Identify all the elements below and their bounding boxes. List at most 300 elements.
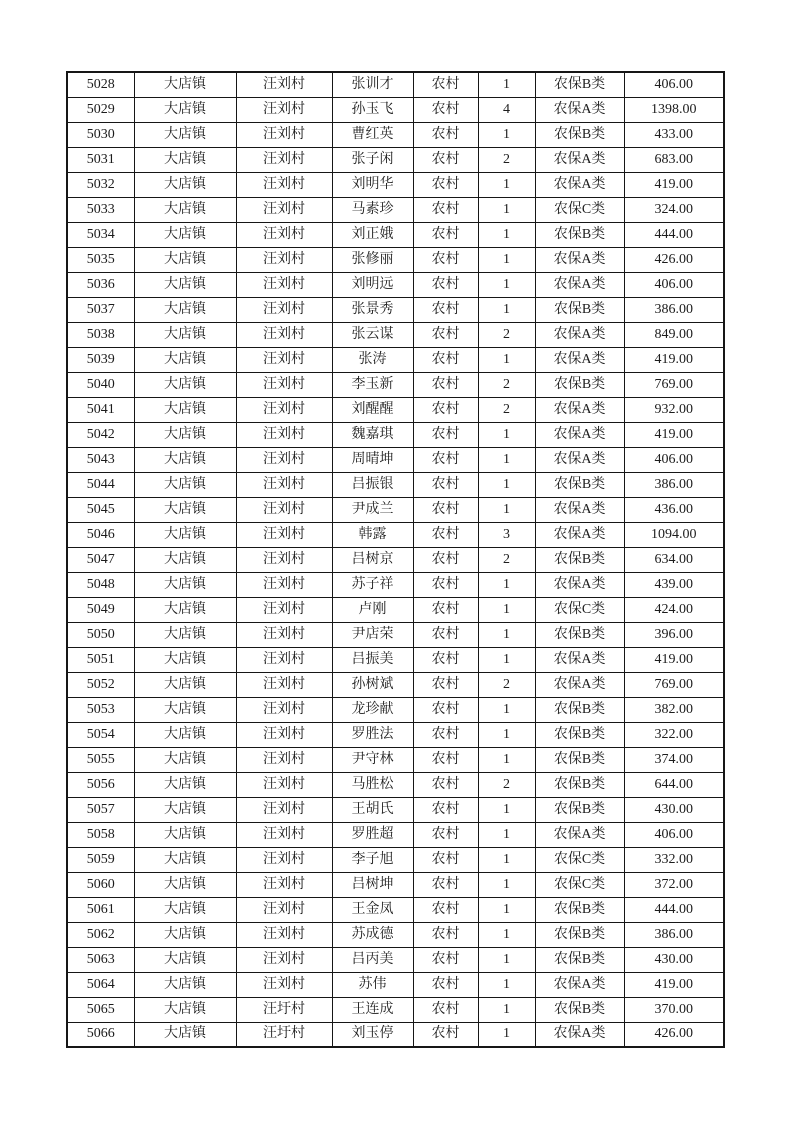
cell-amount: 1094.00 [624,522,724,547]
cell-village: 汪刘村 [236,522,332,547]
cell-village: 汪刘村 [236,597,332,622]
cell-category: 农保B类 [535,222,624,247]
cell-village: 汪刘村 [236,472,332,497]
cell-town: 大店镇 [134,547,236,572]
cell-village: 汪刘村 [236,72,332,97]
cell-residence: 农村 [413,1022,478,1047]
cell-name: 周晴坤 [332,447,413,472]
cell-amount: 396.00 [624,622,724,647]
cell-amount: 370.00 [624,997,724,1022]
cell-category: 农保B类 [535,922,624,947]
cell-town: 大店镇 [134,997,236,1022]
cell-name: 吕丙美 [332,947,413,972]
cell-id: 5054 [67,722,134,747]
cell-category: 农保B类 [535,372,624,397]
table-row [67,447,724,472]
table-row [67,622,724,647]
table-row [67,372,724,397]
cell-amount: 324.00 [624,197,724,222]
cell-count: 1 [478,347,535,372]
cell-residence: 农村 [413,497,478,522]
cell-id: 5057 [67,797,134,822]
table-row [67,822,724,847]
cell-name: 尹守林 [332,747,413,772]
cell-village: 汪刘村 [236,397,332,422]
table-row [67,222,724,247]
cell-category: 农保B类 [535,122,624,147]
cell-amount: 406.00 [624,72,724,97]
cell-town: 大店镇 [134,797,236,822]
cell-count: 1 [478,497,535,522]
cell-category: 农保A类 [535,647,624,672]
cell-category: 农保C类 [535,597,624,622]
cell-residence: 农村 [413,897,478,922]
cell-residence: 农村 [413,322,478,347]
cell-town: 大店镇 [134,672,236,697]
cell-amount: 849.00 [624,322,724,347]
cell-village: 汪刘村 [236,347,332,372]
cell-count: 4 [478,97,535,122]
cell-count: 2 [478,322,535,347]
cell-category: 农保A类 [535,397,624,422]
cell-id: 5053 [67,697,134,722]
cell-residence: 农村 [413,972,478,997]
cell-village: 汪刘村 [236,697,332,722]
cell-residence: 农村 [413,672,478,697]
cell-residence: 农村 [413,197,478,222]
table-row [67,647,724,672]
cell-category: 农保A类 [535,147,624,172]
cell-name: 刘明华 [332,172,413,197]
table-row [67,397,724,422]
cell-id: 5055 [67,747,134,772]
cell-amount: 424.00 [624,597,724,622]
cell-name: 王胡氏 [332,797,413,822]
cell-village: 汪刘村 [236,372,332,397]
cell-name: 张子闲 [332,147,413,172]
cell-residence: 农村 [413,572,478,597]
cell-town: 大店镇 [134,947,236,972]
cell-name: 张景秀 [332,297,413,322]
cell-town: 大店镇 [134,897,236,922]
cell-village: 汪刘村 [236,747,332,772]
cell-id: 5064 [67,972,134,997]
table-row [67,322,724,347]
table-row [67,697,724,722]
cell-count: 2 [478,372,535,397]
cell-residence: 农村 [413,422,478,447]
cell-amount: 439.00 [624,572,724,597]
cell-residence: 农村 [413,872,478,897]
cell-residence: 农村 [413,97,478,122]
cell-residence: 农村 [413,847,478,872]
cell-town: 大店镇 [134,472,236,497]
cell-count: 1 [478,222,535,247]
cell-category: 农保A类 [535,972,624,997]
cell-category: 农保B类 [535,547,624,572]
cell-village: 汪刘村 [236,722,332,747]
table-row [67,772,724,797]
cell-amount: 430.00 [624,797,724,822]
cell-id: 5065 [67,997,134,1022]
cell-count: 1 [478,297,535,322]
cell-id: 5043 [67,447,134,472]
cell-category: 农保A类 [535,497,624,522]
cell-amount: 406.00 [624,447,724,472]
table-row [67,947,724,972]
table-row [67,1022,724,1047]
cell-residence: 农村 [413,697,478,722]
cell-town: 大店镇 [134,847,236,872]
cell-amount: 430.00 [624,947,724,972]
cell-category: 农保A类 [535,822,624,847]
cell-category: 农保B类 [535,472,624,497]
cell-village: 汪刘村 [236,447,332,472]
cell-residence: 农村 [413,722,478,747]
cell-id: 5029 [67,97,134,122]
cell-category: 农保B类 [535,897,624,922]
cell-residence: 农村 [413,447,478,472]
cell-amount: 372.00 [624,872,724,897]
cell-residence: 农村 [413,947,478,972]
cell-count: 1 [478,922,535,947]
cell-name: 张云谋 [332,322,413,347]
cell-count: 1 [478,197,535,222]
cell-id: 5038 [67,322,134,347]
cell-name: 王金凤 [332,897,413,922]
table-row [67,122,724,147]
cell-residence: 农村 [413,472,478,497]
cell-id: 5049 [67,597,134,622]
cell-town: 大店镇 [134,372,236,397]
table-row [67,347,724,372]
cell-count: 1 [478,647,535,672]
cell-category: 农保B类 [535,797,624,822]
cell-id: 5048 [67,572,134,597]
cell-category: 农保B类 [535,722,624,747]
cell-id: 5056 [67,772,134,797]
cell-amount: 419.00 [624,347,724,372]
cell-name: 苏成德 [332,922,413,947]
cell-village: 汪刘村 [236,247,332,272]
cell-residence: 农村 [413,247,478,272]
cell-count: 1 [478,622,535,647]
cell-name: 尹店荣 [332,622,413,647]
cell-id: 5040 [67,372,134,397]
cell-category: 农保A类 [535,322,624,347]
cell-amount: 332.00 [624,847,724,872]
table-row [67,522,724,547]
cell-name: 马素珍 [332,197,413,222]
cell-id: 5061 [67,897,134,922]
cell-town: 大店镇 [134,122,236,147]
cell-count: 1 [478,822,535,847]
cell-count: 1 [478,947,535,972]
cell-count: 1 [478,122,535,147]
cell-count: 1 [478,872,535,897]
cell-village: 汪刘村 [236,497,332,522]
cell-id: 5047 [67,547,134,572]
cell-village: 汪刘村 [236,622,332,647]
cell-id: 5031 [67,147,134,172]
cell-amount: 683.00 [624,147,724,172]
cell-amount: 374.00 [624,747,724,772]
cell-residence: 农村 [413,147,478,172]
table-row [67,247,724,272]
cell-count: 2 [478,672,535,697]
cell-village: 汪刘村 [236,172,332,197]
cell-residence: 农村 [413,597,478,622]
cell-name: 尹成兰 [332,497,413,522]
cell-town: 大店镇 [134,647,236,672]
table-row [67,672,724,697]
cell-category: 农保A类 [535,522,624,547]
cell-count: 1 [478,572,535,597]
table-row [67,572,724,597]
cell-residence: 农村 [413,372,478,397]
cell-village: 汪刘村 [236,197,332,222]
cell-category: 农保A类 [535,1022,624,1047]
cell-id: 5044 [67,472,134,497]
cell-name: 吕树坤 [332,872,413,897]
table-row [67,997,724,1022]
cell-category: 农保A类 [535,272,624,297]
cell-town: 大店镇 [134,772,236,797]
cell-village: 汪刘村 [236,547,332,572]
cell-amount: 433.00 [624,122,724,147]
cell-name: 李玉新 [332,372,413,397]
cell-village: 汪刘村 [236,772,332,797]
cell-town: 大店镇 [134,422,236,447]
cell-town: 大店镇 [134,97,236,122]
cell-id: 5037 [67,297,134,322]
cell-id: 5036 [67,272,134,297]
table-row [67,547,724,572]
cell-town: 大店镇 [134,572,236,597]
cell-town: 大店镇 [134,197,236,222]
cell-count: 1 [478,697,535,722]
cell-count: 2 [478,147,535,172]
cell-town: 大店镇 [134,322,236,347]
cell-residence: 农村 [413,522,478,547]
cell-category: 农保C类 [535,197,624,222]
cell-amount: 444.00 [624,897,724,922]
cell-count: 1 [478,447,535,472]
cell-amount: 386.00 [624,472,724,497]
cell-name: 张训才 [332,72,413,97]
cell-village: 汪刘村 [236,297,332,322]
cell-village: 汪圩村 [236,997,332,1022]
cell-amount: 406.00 [624,272,724,297]
cell-town: 大店镇 [134,822,236,847]
cell-residence: 农村 [413,122,478,147]
table-row [67,297,724,322]
cell-village: 汪刘村 [236,947,332,972]
cell-name: 王连成 [332,997,413,1022]
cell-name: 张修丽 [332,247,413,272]
cell-id: 5052 [67,672,134,697]
cell-amount: 426.00 [624,1022,724,1047]
cell-id: 5028 [67,72,134,97]
table-row [67,972,724,997]
cell-amount: 644.00 [624,772,724,797]
cell-name: 卢刚 [332,597,413,622]
cell-category: 农保A类 [535,347,624,372]
cell-id: 5062 [67,922,134,947]
cell-residence: 农村 [413,297,478,322]
cell-id: 5063 [67,947,134,972]
cell-count: 2 [478,397,535,422]
cell-name: 马胜松 [332,772,413,797]
cell-village: 汪刘村 [236,922,332,947]
cell-category: 农保C类 [535,847,624,872]
cell-name: 曹红英 [332,122,413,147]
cell-category: 农保B类 [535,297,624,322]
cell-name: 吕振美 [332,647,413,672]
roster-body [67,72,724,1047]
cell-id: 5059 [67,847,134,872]
cell-town: 大店镇 [134,622,236,647]
cell-name: 吕树京 [332,547,413,572]
cell-town: 大店镇 [134,1022,236,1047]
cell-town: 大店镇 [134,747,236,772]
cell-village: 汪刘村 [236,122,332,147]
table-row [67,872,724,897]
cell-village: 汪刘村 [236,97,332,122]
cell-id: 5039 [67,347,134,372]
cell-town: 大店镇 [134,397,236,422]
cell-town: 大店镇 [134,522,236,547]
cell-id: 5034 [67,222,134,247]
cell-count: 2 [478,547,535,572]
cell-category: 农保B类 [535,772,624,797]
cell-count: 2 [478,772,535,797]
cell-category: 农保A类 [535,172,624,197]
cell-category: 农保A类 [535,672,624,697]
cell-residence: 农村 [413,822,478,847]
cell-town: 大店镇 [134,497,236,522]
cell-town: 大店镇 [134,72,236,97]
table-row [67,597,724,622]
cell-town: 大店镇 [134,722,236,747]
cell-village: 汪刘村 [236,322,332,347]
cell-village: 汪刘村 [236,647,332,672]
cell-amount: 419.00 [624,422,724,447]
cell-id: 5046 [67,522,134,547]
cell-id: 5058 [67,822,134,847]
cell-amount: 322.00 [624,722,724,747]
cell-town: 大店镇 [134,597,236,622]
cell-count: 1 [478,597,535,622]
cell-name: 孙树斌 [332,672,413,697]
cell-id: 5051 [67,647,134,672]
cell-category: 农保B类 [535,997,624,1022]
cell-town: 大店镇 [134,922,236,947]
cell-village: 汪刘村 [236,572,332,597]
cell-category: 农保B类 [535,947,624,972]
cell-residence: 农村 [413,797,478,822]
cell-amount: 382.00 [624,697,724,722]
cell-amount: 1398.00 [624,97,724,122]
cell-name: 张涛 [332,347,413,372]
cell-count: 1 [478,272,535,297]
table-row [67,172,724,197]
cell-amount: 406.00 [624,822,724,847]
cell-residence: 农村 [413,172,478,197]
cell-count: 1 [478,247,535,272]
cell-name: 刘明远 [332,272,413,297]
cell-name: 刘正娥 [332,222,413,247]
cell-name: 孙玉飞 [332,97,413,122]
cell-residence: 农村 [413,747,478,772]
cell-amount: 386.00 [624,922,724,947]
cell-category: 农保B类 [535,622,624,647]
cell-id: 5030 [67,122,134,147]
cell-name: 魏嘉琪 [332,422,413,447]
cell-category: 农保B类 [535,747,624,772]
cell-count: 1 [478,172,535,197]
cell-town: 大店镇 [134,697,236,722]
cell-amount: 444.00 [624,222,724,247]
cell-name: 李子旭 [332,847,413,872]
cell-count: 1 [478,72,535,97]
cell-count: 1 [478,797,535,822]
table-row [67,472,724,497]
cell-id: 5066 [67,1022,134,1047]
cell-village: 汪圩村 [236,1022,332,1047]
cell-count: 1 [478,747,535,772]
cell-residence: 农村 [413,622,478,647]
cell-village: 汪刘村 [236,847,332,872]
cell-name: 苏子祥 [332,572,413,597]
cell-count: 1 [478,1022,535,1047]
table-row [67,272,724,297]
cell-count: 1 [478,422,535,447]
cell-residence: 农村 [413,72,478,97]
cell-name: 罗胜法 [332,722,413,747]
cell-id: 5032 [67,172,134,197]
cell-town: 大店镇 [134,447,236,472]
cell-residence: 农村 [413,772,478,797]
cell-town: 大店镇 [134,272,236,297]
cell-village: 汪刘村 [236,972,332,997]
cell-amount: 426.00 [624,247,724,272]
cell-amount: 386.00 [624,297,724,322]
cell-town: 大店镇 [134,247,236,272]
cell-village: 汪刘村 [236,147,332,172]
cell-residence: 农村 [413,547,478,572]
cell-name: 韩露 [332,522,413,547]
cell-residence: 农村 [413,997,478,1022]
cell-residence: 农村 [413,647,478,672]
cell-count: 1 [478,997,535,1022]
table-row [67,197,724,222]
cell-town: 大店镇 [134,172,236,197]
cell-amount: 634.00 [624,547,724,572]
cell-amount: 436.00 [624,497,724,522]
cell-id: 5042 [67,422,134,447]
cell-category: 农保A类 [535,447,624,472]
cell-village: 汪刘村 [236,422,332,447]
cell-village: 汪刘村 [236,672,332,697]
cell-id: 5041 [67,397,134,422]
cell-category: 农保A类 [535,422,624,447]
cell-id: 5045 [67,497,134,522]
cell-amount: 419.00 [624,172,724,197]
cell-residence: 农村 [413,922,478,947]
cell-category: 农保B类 [535,697,624,722]
cell-amount: 419.00 [624,972,724,997]
